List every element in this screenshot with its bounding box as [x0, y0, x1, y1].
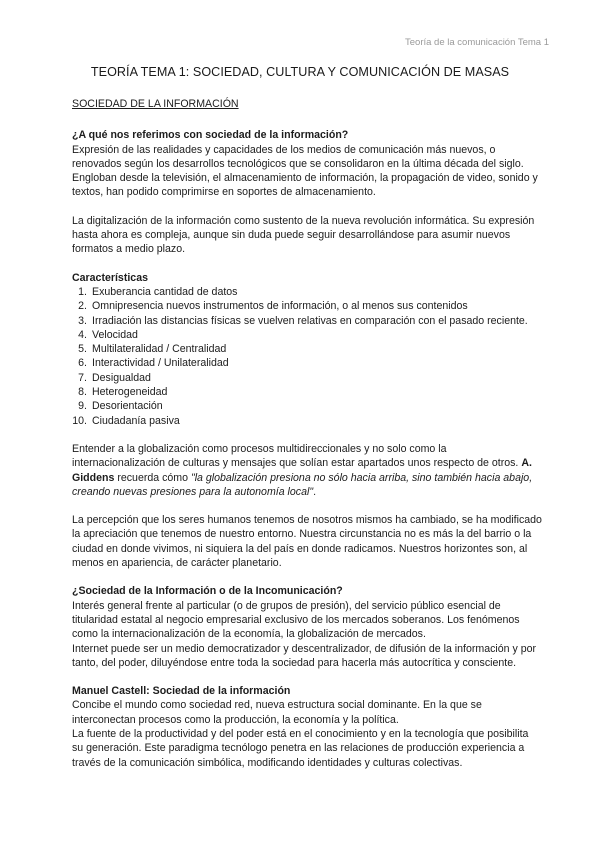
list-number: 3.	[78, 314, 87, 327]
q1-paragraph-1: Expresión de las realidades y capacidades de los medios de comunicación más nuevos, o renovados según los desarrollos tecnológicos que se consolidaron en la última década del siglo. Engloban desde la televisión, el almacenamiento de información, la propagación de video, sonido y textos, han podido comprimirse en soportes de almacenamiento.	[72, 143, 538, 199]
q2-paragraph-2: Internet puede ser un medio democratizador y descentralizador, de difusión de la información y por tanto, del poder, diluyéndose entre toda la sociedad para hacerla más autocrítica y consciente.	[72, 642, 537, 669]
list-item	[72, 299, 542, 313]
list-text: Desigualdad	[92, 371, 151, 384]
list-text: Multilateralidad / Centralidad	[92, 343, 227, 356]
q1-heading: ¿A qué nos referimos con sociedad de la información?	[72, 129, 349, 142]
list-text: Heterogeneidad	[92, 386, 168, 399]
list-number: 2.	[78, 300, 87, 313]
author-name: A. Giddens	[72, 457, 532, 484]
list-number: 7.	[78, 371, 87, 384]
list-number: 9.	[78, 400, 87, 413]
running-header: Teoría de la comunicación Tema 1	[405, 37, 549, 48]
caracteristicas-heading: Características	[72, 271, 148, 284]
list-text: Ciudadanía pasiva	[92, 414, 180, 427]
q2-paragraph-1: Interés general frente al particular (o de grupos de presión), del servicio público esencial de titularidad estatal al negocio empresarial exclusivo de los mercados soberanos. Los fenómenos como la internacionalización de la economía, la globalización de mercados.	[72, 599, 520, 641]
list-number: 1.	[78, 285, 87, 298]
castell-paragraph-1: Concibe el mundo como sociedad red, nueva estructura social dominante. En la que se interconectan procesos como la producción, la economía y la política.	[72, 699, 482, 726]
list-item	[72, 342, 542, 356]
list-text: Omnipresencia nuevos instrumentos de información, o al menos sus contenidos	[92, 300, 468, 313]
list-item	[72, 399, 542, 413]
percepcion-paragraph: La percepción que los seres humanos tenemos de nosotros mismos ha cambiado, se ha modificado la apreciación que tenemos de nuestro entorno. Nuestra circunstancia no es más la del barrio o la ciudad en donde vivimos, ni siquiera la del país en donde radicamos. Nuestros horizontes son, al menos en apariencia, de carácter planetario.	[72, 514, 542, 570]
caracteristicas-list	[72, 285, 542, 428]
globalizacion-text: Entender a la globalización como procesos multidireccionales y no solo como la internacionalización de culturas y mensajes que solían estar apartados unos respecto de otros.	[72, 442, 522, 470]
document-body	[72, 97, 542, 770]
list-text: Desorientación	[92, 400, 163, 413]
list-number: 10.	[72, 414, 87, 427]
list-item	[72, 314, 542, 328]
list-item	[72, 414, 542, 428]
list-text: Exuberancia cantidad de datos	[92, 285, 238, 298]
globalizacion-text-end: .	[313, 485, 317, 498]
giddens-quote: "la globalización presiona no sólo hacia arriba, sino también hacia abajo, creando nuevas presiones para la autonomía local"	[72, 471, 533, 498]
list-number: 8.	[78, 386, 87, 399]
list-item	[72, 371, 542, 385]
q1-paragraph-2: La digitalización de la información como sustento de la nueva revolución informática. Su expresión hasta ahora es compleja, aunque sin duda puede seguir desarrollándose para asumir nuevos formatos a medio plazo.	[72, 214, 535, 256]
q2-heading: ¿Sociedad de la Información o de la Incomunicación?	[72, 585, 343, 598]
globalizacion-paragraph	[72, 442, 542, 499]
list-item	[72, 328, 542, 342]
list-number: 4.	[78, 328, 87, 341]
list-item	[72, 385, 542, 399]
list-item	[72, 285, 542, 299]
globalizacion-text-mid: recuerda cómo	[114, 471, 191, 484]
page-title: TEORÍA TEMA 1: SOCIEDAD, CULTURA Y COMUNICACIÓN DE MASAS	[90, 65, 510, 79]
list-text: Irradiación las distancias físicas se vuelven relativas en comparación con el pasado reciente.	[92, 314, 528, 327]
section-heading: SOCIEDAD DE LA INFORMACIÓN	[72, 98, 239, 110]
castell-heading: Manuel Castell: Sociedad de la información	[72, 685, 291, 698]
list-text: Interactividad / Unilateralidad	[92, 357, 229, 370]
list-item	[72, 356, 542, 370]
list-number: 5.	[78, 343, 87, 356]
list-text: Velocidad	[92, 328, 138, 341]
list-number: 6.	[78, 357, 87, 370]
castell-paragraph-2: La fuente de la productividad y del poder está en el conocimiento y en la tecnología que posibilita su generación. Este paradigma tecnólogo penetra en las relaciones de producción experiencia a través de la comunicación simbólica, modificando identidades y culturas colectivas.	[72, 727, 529, 769]
